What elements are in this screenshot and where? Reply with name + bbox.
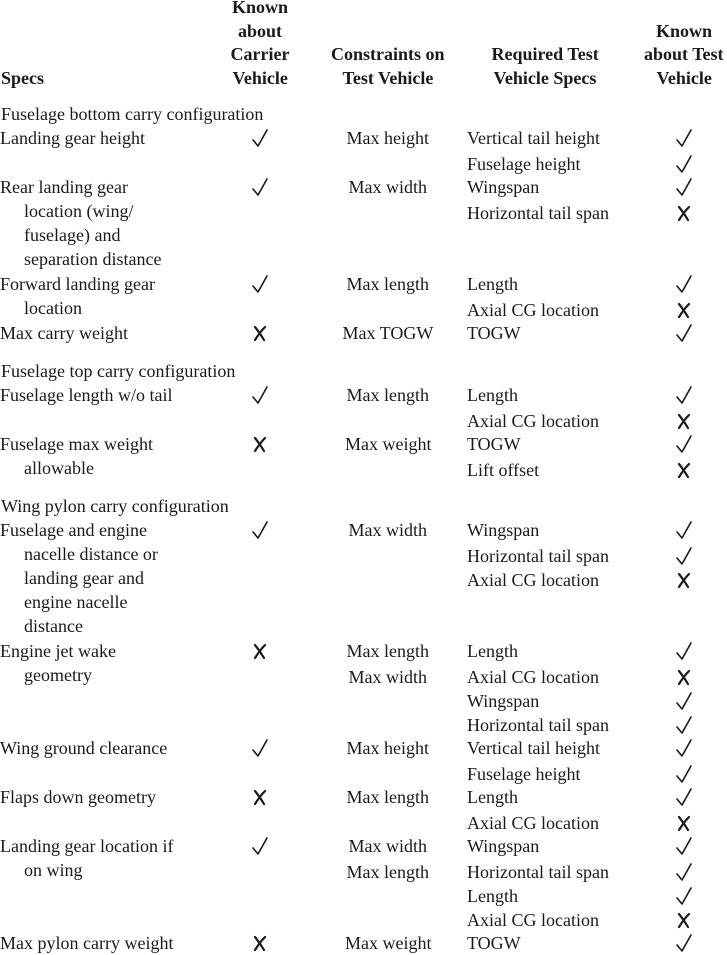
constraint-label: Max weight (345, 933, 432, 953)
spec-label-continued: landing gear and (24, 568, 144, 588)
required-spec-label: Fuselage height (467, 764, 581, 784)
test-known-check-icon (673, 544, 695, 568)
header-required-line-1: Vehicle Specs (493, 67, 597, 88)
required-spec-label: Axial CG location (467, 411, 599, 431)
required-spec-label: TOGW (467, 323, 521, 343)
constraint-label: Max height (346, 738, 429, 758)
required-spec-label: Horizontal tail span (467, 546, 609, 566)
test-known-check-icon (673, 175, 695, 199)
carrier-known-cross-icon (249, 785, 271, 809)
required-spec-label: Lift offset (467, 460, 540, 480)
required-spec-label: Vertical tail height (467, 128, 600, 148)
header-known-test-line-1: about Test (644, 44, 724, 64)
header-required-line-0: Required Test (491, 44, 599, 64)
required-spec-label: Length (467, 274, 518, 294)
header-known-test-line-2: Vehicle (656, 67, 712, 88)
spec-label: Landing gear location if (0, 836, 174, 856)
spec-label-continued: allowable (24, 458, 94, 478)
required-spec-label: Length (467, 886, 518, 906)
required-spec-label: Wingspan (467, 520, 540, 540)
test-known-cross-icon (673, 665, 695, 689)
required-spec-label: Horizontal tail span (467, 715, 609, 735)
carrier-known-check-icon (249, 126, 271, 150)
test-known-check-icon (673, 272, 695, 296)
header-known-carrier-line-3: Vehicle (232, 67, 288, 88)
header-constraints-line-1: Test Vehicle (342, 67, 434, 88)
required-spec-label: Axial CG location (467, 300, 599, 320)
required-spec-label: Horizontal tail span (467, 203, 609, 223)
constraint-label: Max length (346, 274, 429, 294)
spec-label-continued: nacelle distance or (24, 544, 158, 564)
spec-label-continued: engine nacelle (24, 592, 128, 612)
header-constraints-line-0: Constraints on (331, 44, 445, 64)
spec-label-continued: on wing (24, 860, 83, 880)
required-spec-label: Axial CG location (467, 813, 599, 833)
test-known-check-icon (673, 713, 695, 737)
spec-label: Rear landing gear (0, 177, 128, 197)
spec-label: Max carry weight (0, 323, 128, 343)
constraint-label: Max height (346, 128, 429, 148)
required-spec-label: Length (467, 641, 518, 661)
constraint-label: Max width (348, 177, 427, 197)
test-known-check-icon (673, 884, 695, 908)
spec-label: Landing gear height (0, 128, 145, 148)
test-known-check-icon (673, 689, 695, 713)
test-known-check-icon (673, 152, 695, 176)
required-spec-label: Axial CG location (467, 570, 599, 590)
test-known-check-icon (673, 518, 695, 542)
section-title: Fuselage top carry configuration (1, 361, 236, 381)
test-known-cross-icon (673, 811, 695, 835)
spec-label-continued: location (24, 298, 82, 318)
test-known-cross-icon (673, 409, 695, 433)
carrier-known-cross-icon (249, 931, 271, 955)
constraint-label: Max width (348, 520, 427, 540)
required-spec-label: Length (467, 385, 518, 405)
spec-label: Engine jet wake (0, 641, 116, 661)
carrier-known-check-icon (249, 383, 271, 407)
spec-label: Fuselage length w/o tail (0, 385, 173, 405)
spec-label: Max pylon carry weight (0, 933, 174, 953)
carrier-known-cross-icon (249, 432, 271, 456)
test-known-check-icon (673, 126, 695, 150)
required-spec-label: Wingspan (467, 177, 540, 197)
test-known-check-icon (673, 736, 695, 760)
required-spec-label: TOGW (467, 933, 521, 953)
spec-label: Fuselage max weight (0, 434, 153, 454)
spec-label-continued: geometry (24, 665, 92, 685)
carrier-known-cross-icon (249, 321, 271, 345)
header-known-carrier-line-0: Known (232, 0, 289, 17)
spec-label: Wing ground clearance (0, 738, 168, 758)
spec-label-continued: location (wing/ (24, 201, 134, 221)
test-known-check-icon (673, 785, 695, 809)
header-known-test-line-0: Known (656, 20, 713, 41)
constraint-label: Max length (346, 787, 429, 807)
header-known-carrier-line-1: about (238, 20, 283, 41)
section-title: Wing pylon carry configuration (1, 496, 229, 516)
test-known-cross-icon (673, 568, 695, 592)
constraint-label: Max TOGW (342, 323, 434, 343)
required-spec-label: Wingspan (467, 691, 540, 711)
test-known-check-icon (673, 432, 695, 456)
carrier-known-check-icon (249, 175, 271, 199)
constraint-label: Max length (346, 385, 429, 405)
test-known-check-icon (673, 383, 695, 407)
test-known-cross-icon (673, 201, 695, 225)
spec-label-continued: fuselage) and (24, 225, 121, 245)
required-spec-label: Length (467, 787, 518, 807)
constraint-label: Max width (348, 667, 427, 687)
required-spec-label: Axial CG location (467, 667, 599, 687)
test-known-cross-icon (673, 908, 695, 932)
required-spec-label: TOGW (467, 434, 521, 454)
test-known-cross-icon (673, 298, 695, 322)
test-known-check-icon (673, 931, 695, 955)
carrier-known-check-icon (249, 518, 271, 542)
spec-label: Flaps down geometry (0, 787, 156, 807)
carrier-known-cross-icon (249, 639, 271, 663)
required-spec-label: Wingspan (467, 836, 540, 856)
carrier-known-check-icon (249, 736, 271, 760)
section-title: Fuselage bottom carry configuration (1, 104, 264, 124)
required-spec-label: Fuselage height (467, 154, 581, 174)
test-known-check-icon (673, 860, 695, 884)
constraint-label: Max weight (345, 434, 432, 454)
spec-label-continued: distance (24, 616, 83, 636)
test-known-check-icon (673, 834, 695, 858)
header-specs: Specs (1, 67, 45, 88)
spec-label-continued: separation distance (24, 249, 162, 269)
test-known-check-icon (673, 321, 695, 345)
header-known-carrier-line-2: Carrier (230, 44, 290, 64)
spec-label: Fuselage and engine (0, 520, 147, 540)
test-known-check-icon (673, 762, 695, 786)
spec-label: Forward landing gear (0, 274, 155, 294)
test-known-cross-icon (673, 458, 695, 482)
test-known-check-icon (673, 639, 695, 663)
constraint-label: Max width (348, 836, 427, 856)
required-spec-label: Axial CG location (467, 910, 599, 930)
required-spec-label: Vertical tail height (467, 738, 600, 758)
required-spec-label: Horizontal tail span (467, 862, 609, 882)
carrier-known-check-icon (249, 834, 271, 858)
constraint-label: Max length (346, 641, 429, 661)
carrier-known-check-icon (249, 272, 271, 296)
constraint-label: Max length (346, 862, 429, 882)
